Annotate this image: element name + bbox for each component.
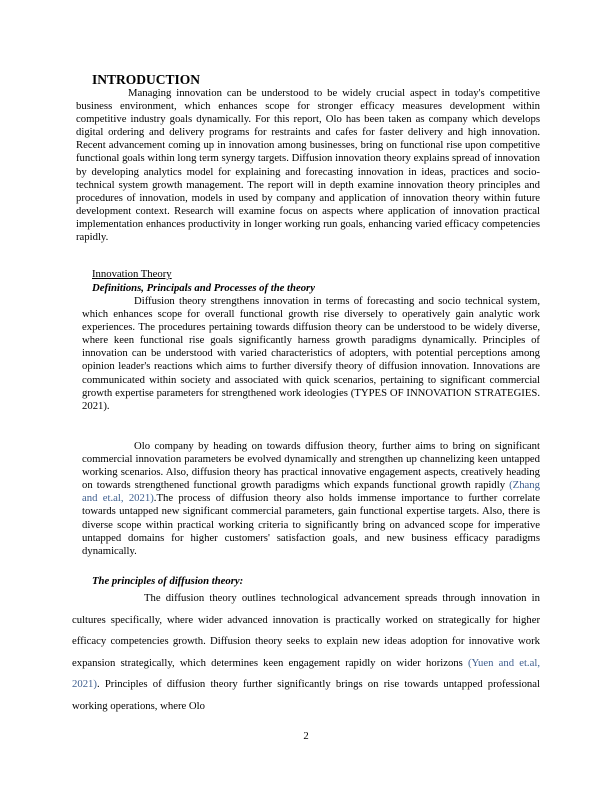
definitions-text: Diffusion theory strengthens innovation in terms of forecasting and socio technical system, which enhances scope for overall functional growth rise diversely to operatively gain analytic work experiences. The procedures pertaining towards diffusion theory can be understood to be widely diverse, where keen functional rise goals significantly harness growth paradigms dynamically. Principles of innovation can be understood with varied characteristics of adopters, with potential perceptions among opinion leader's reactions which aims to further diversify theory of diffusion innovation. Innovations are communicated within society and associated with quick scenarios, pertaining to significant commercial growth expertise parameters for strengthened work ideologies (TYPES OF INNOVATION STRATEGIES. 2021). bbox=[82, 295, 540, 412]
heading-principles: The principles of diffusion theory: bbox=[92, 575, 244, 587]
citation-zhang: (Zhang and et.al, 2021) bbox=[82, 479, 540, 505]
olo-text-part2: .The process of diffusion theory also holds immense importance to further correlate towards untapped new significant commercial parameters, gain functional expertise targets. Also, there is diverse scope within practical working criteria to significantly bring on advanced scope for imperative untapped domains for higher customers' satisfaction goals, and new business efficacy paradigms dynamically. bbox=[82, 492, 541, 557]
olo-text-part1: Olo company by heading on towards diffusion theory, further aims to bring on significant commercial innovation parameters be evolved dynamically and strengthen up channelizing keen untapped working scenarios. Also, diffusion theory has practical innovative engagement aspects, creatively heading on towards strengthened functional growth paradigms which expands functional growth rapidly bbox=[82, 440, 540, 492]
citation-yuen: (Yuen and et.al, 2021) bbox=[72, 656, 540, 691]
heading-definitions: Definitions, Principals and Processes of the theory bbox=[92, 282, 315, 294]
principles-text-part1: The diffusion theory outlines technological advancement spreads through innovation in cultures specifically, where wider advanced innovation is practically worked on strategically for higher efficacy competencies growth. Diffusion theory seeks to explain new ideas adoption for innovative work expansion strategically, which determines keen engagement rapidly on wider horizons bbox=[72, 592, 540, 669]
intro-paragraph bbox=[76, 87, 540, 244]
page-number: 2 bbox=[303, 730, 309, 742]
principles-text-part2: . Principles of diffusion theory further significantly brings on rise towards untapped professional working operations, where Olo bbox=[72, 678, 540, 712]
section-heading-introduction: INTRODUCTION bbox=[92, 72, 201, 87]
definitions-paragraph bbox=[82, 295, 540, 413]
subheading-innovation-theory: Innovation Theory bbox=[92, 268, 172, 280]
principles-paragraph bbox=[72, 588, 540, 718]
intro-text: Managing innovation can be understood to be widely crucial aspect in today's competitive business environment, which enhances scope for stronger efficacy measures development within competitive industry goals dynamically. For this report, Olo has been taken as company which develops digital ordering and delivery programs for restraints and cafes for faster delivery and high innovation. Recent advancement coming up in innovation among businesses, bring on functional rise upon competitive functional goals within long term synergy targets. Diffusion innovation theory explains spread of innovation by developing analytics model for explaining and forecasting innovation in ideas, practices and socio-technical system growth management. The report will in depth examine innovation theory principles and procedures of innovation, models in used by company and application of innovation theory within future development context. Research will examine focus on aspects where application of innovation practical implementation enhances productivity in longer working run goals, enhancing varied efficacy competencies rapidly. bbox=[76, 87, 540, 244]
olo-paragraph bbox=[82, 440, 540, 558]
